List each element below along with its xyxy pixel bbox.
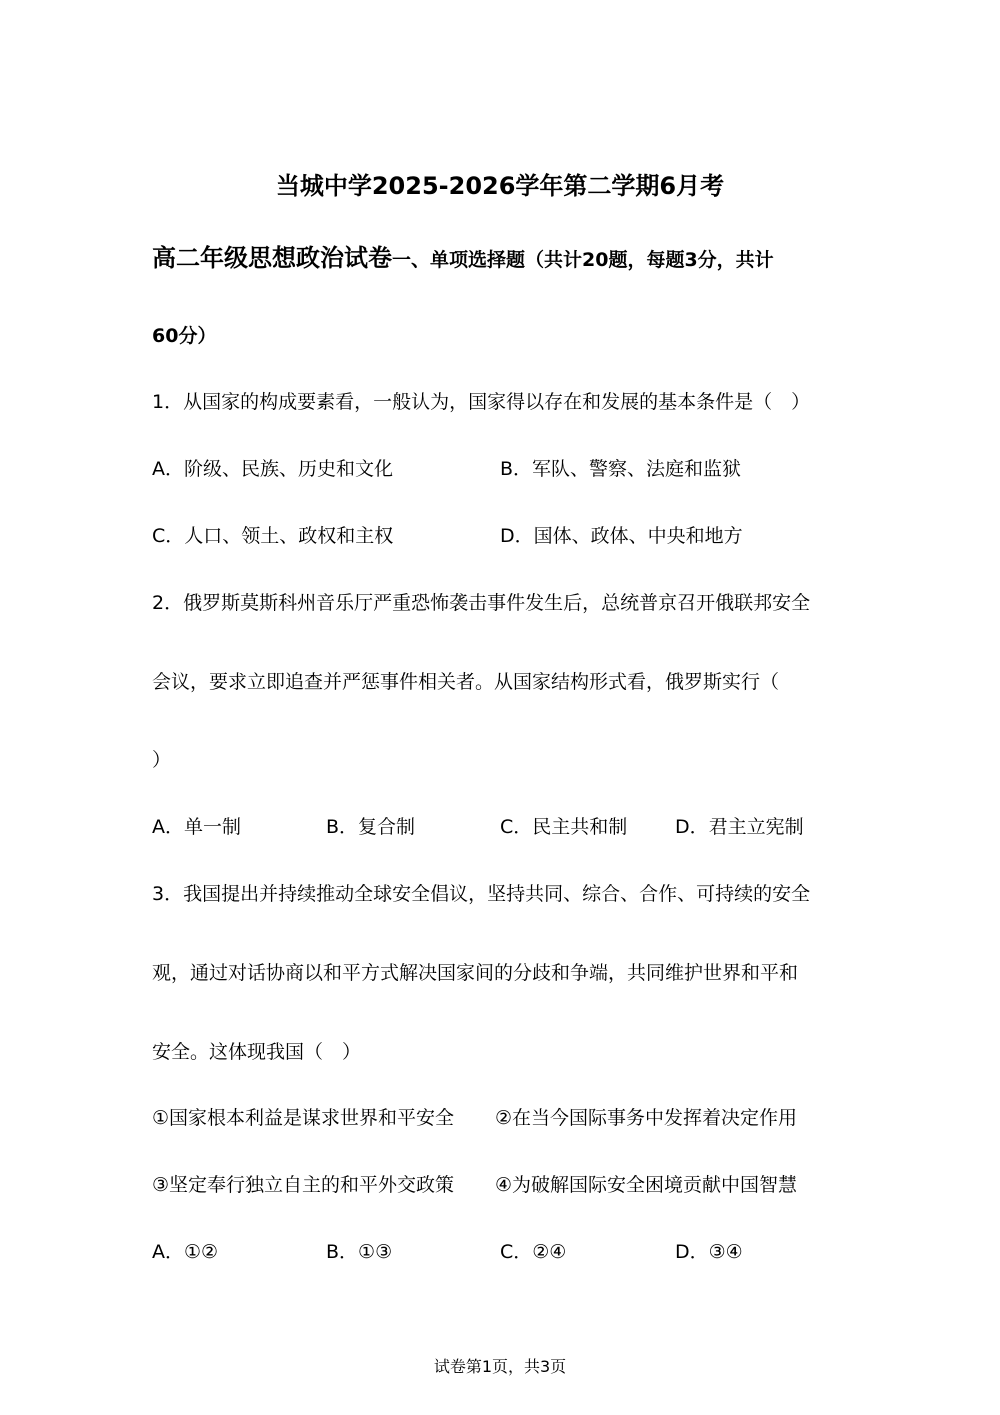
- question-3-statement-2: ②在当今国际事务中发挥着决定作用: [495, 1107, 798, 1129]
- page-footer: 试卷第1页，共3页: [433, 1357, 567, 1376]
- question-3-option-b: B．①③: [326, 1241, 393, 1263]
- question-3-statement-3: ③坚定奉行独立自主的和平外交政策: [152, 1174, 455, 1196]
- question-2-stem-line-2: 会议，要求立即追查并严惩事件相关者。从国家结构形式看，俄罗斯实行（: [152, 671, 780, 693]
- section-heading-continued: 60分）: [152, 325, 217, 347]
- question-2-stem-line-3: ）: [152, 749, 172, 771]
- question-1-option-b: B．军队、警察、法庭和监狱: [500, 458, 742, 480]
- question-3-statement-1: ①国家根本利益是谋求世界和平安全: [152, 1107, 455, 1129]
- subtitle-text: 高二年级思想政治试卷: [152, 244, 392, 272]
- question-2-option-a: A．单一制: [152, 816, 241, 838]
- question-3-statement-4: ④为破解国际安全困境贡献中国智慧: [495, 1174, 798, 1196]
- question-1-stem: 1．从国家的构成要素看，一般认为，国家得以存在和发展的基本条件是（ ）: [152, 391, 811, 413]
- question-3-stem-line-3: 安全。这体现我国（ ）: [152, 1041, 362, 1063]
- question-2-stem-line-1: 2．俄罗斯莫斯科州音乐厅严重恐怖袭击事件发生后，总统普京召开俄联邦安全: [152, 592, 811, 614]
- question-3-option-d: D．③④: [675, 1241, 743, 1263]
- question-3-stem-line-1: 3．我国提出并持续推动全球安全倡议，坚持共同、综合、合作、可持续的安全: [152, 883, 811, 905]
- question-1-option-d: D．国体、政体、中央和地方: [500, 525, 743, 547]
- question-2-option-b: B．复合制: [326, 816, 416, 838]
- exam-title: 当城中学2025-2026学年第二学期6月考: [275, 172, 725, 200]
- question-3-option-c: C．②④: [500, 1241, 567, 1263]
- question-1-option-c: C．人口、领土、政权和主权: [152, 525, 394, 547]
- question-1-option-a: A．阶级、民族、历史和文化: [152, 458, 393, 480]
- exam-subtitle: [152, 240, 774, 278]
- question-2-option-c: C．民主共和制: [500, 816, 628, 838]
- question-2-option-d: D．君主立宪制: [675, 816, 804, 838]
- question-3-option-a: A．①②: [152, 1241, 219, 1263]
- question-3-stem-line-2: 观，通过对话协商以和平方式解决国家间的分歧和争端，共同维护世界和平和: [152, 962, 799, 984]
- section-heading: 一、单项选择题（共计20题，每题3分，共计: [392, 249, 774, 271]
